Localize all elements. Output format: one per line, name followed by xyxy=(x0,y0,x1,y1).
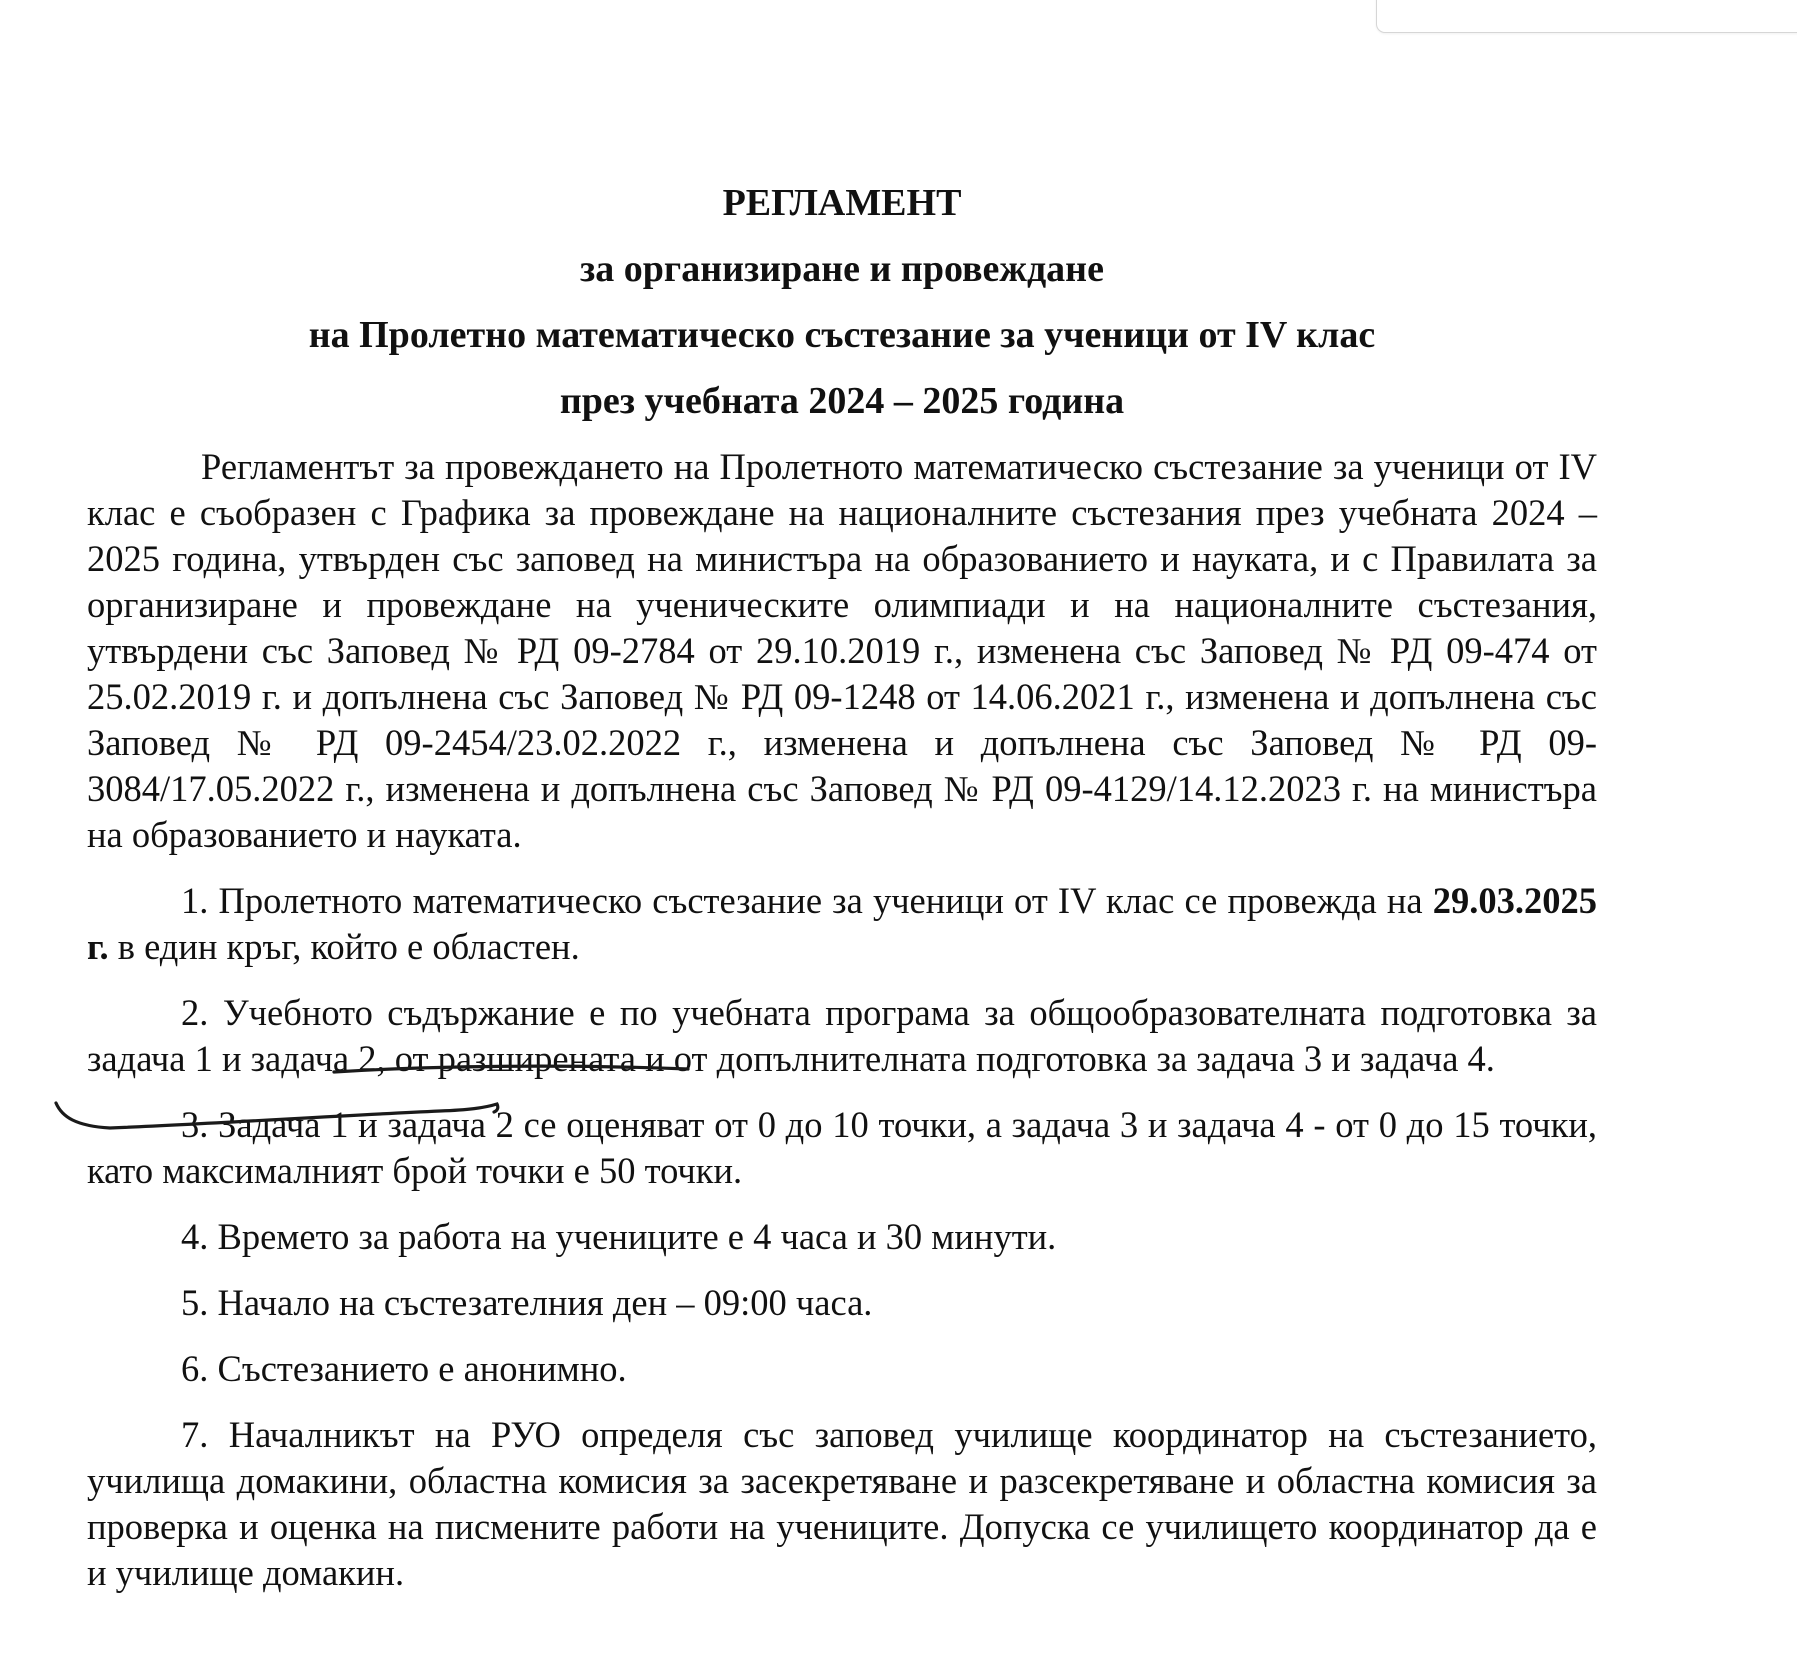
item-1-paragraph xyxy=(87,878,1597,970)
document-title: РЕГЛАМЕНТ xyxy=(722,182,962,224)
document-page xyxy=(87,170,1597,1596)
subtitle-line-3: през учебната 2024 – 2025 година xyxy=(559,380,1125,422)
window-corner-frame xyxy=(1376,0,1797,33)
item-3-paragraph: 3. Задача 1 и задача 2 се оценяват от 0 до 10 точки, а задача 3 и задача 4 - от 0 до 15 точки, като максималният брой точки е 50 точки. xyxy=(87,1104,1597,1191)
subtitle-line-2: на Пролетно математическо състезание за ученици от IV клас xyxy=(308,314,1376,356)
item-1-text-before: 1. Пролетното математическо състезание за ученици от IV клас се провежда на xyxy=(181,880,1433,921)
item-7-paragraph: 7. Началникът на РУО определя със заповед училище координатор на състезанието, училища домакини, областна комисия за засекретяване и разсекретяване и областна комисия за проверка и оценка на писмените работи на учениците. Допуска се училището координатор да е и училище домакин. xyxy=(87,1414,1597,1593)
intro-paragraph: Регламентът за провеждането на Пролетното математическо състезание за ученици от IV клас е съобразен с Графика за провеждане на националните състезания през учебната 2024 – 2025 година, утвърден със заповед на министъра на образованието и науката, и с Правилата за организиране и провеждане на ученическите олимпиади и на националните състезания, утвърдени със Заповед № РД 09-2784 от 29.10.2019 г., изменена със Заповед № РД 09-474 от 25.02.2019 г. и допълнена със Заповед № РД 09-1248 от 14.06.2021 г., изменена и допълнена със Заповед № РД 09-2454/23.02.2022 г., изменена и допълнена със Заповед № РД 09-3084/17.05.2022 г., изменена и допълнена със Заповед № РД 09-4129/14.12.2023 г. на министъра на образованието и науката. xyxy=(87,446,1597,855)
item-6-paragraph: 6. Състезанието е анонимно. xyxy=(181,1348,627,1389)
item-4-paragraph: 4. Времето за работа на учениците е 4 часа и 30 минути. xyxy=(181,1216,1057,1257)
item-1-date: 29.03.2025 г. xyxy=(87,880,1597,967)
item-1-text-after: в един кръг, който е областен. xyxy=(108,926,580,967)
item-2-paragraph: 2. Учебното съдържание е по учебната програма за общообразователната подготовка за задача 1 и задача 2, от разширената и от допълнителната подготовка за задача 3 и задача 4. xyxy=(87,992,1597,1079)
item-5-paragraph: 5. Начало на състезателния ден – 09:00 часа. xyxy=(181,1282,873,1323)
subtitle-line-1: за организиране и провеждане xyxy=(580,248,1104,290)
